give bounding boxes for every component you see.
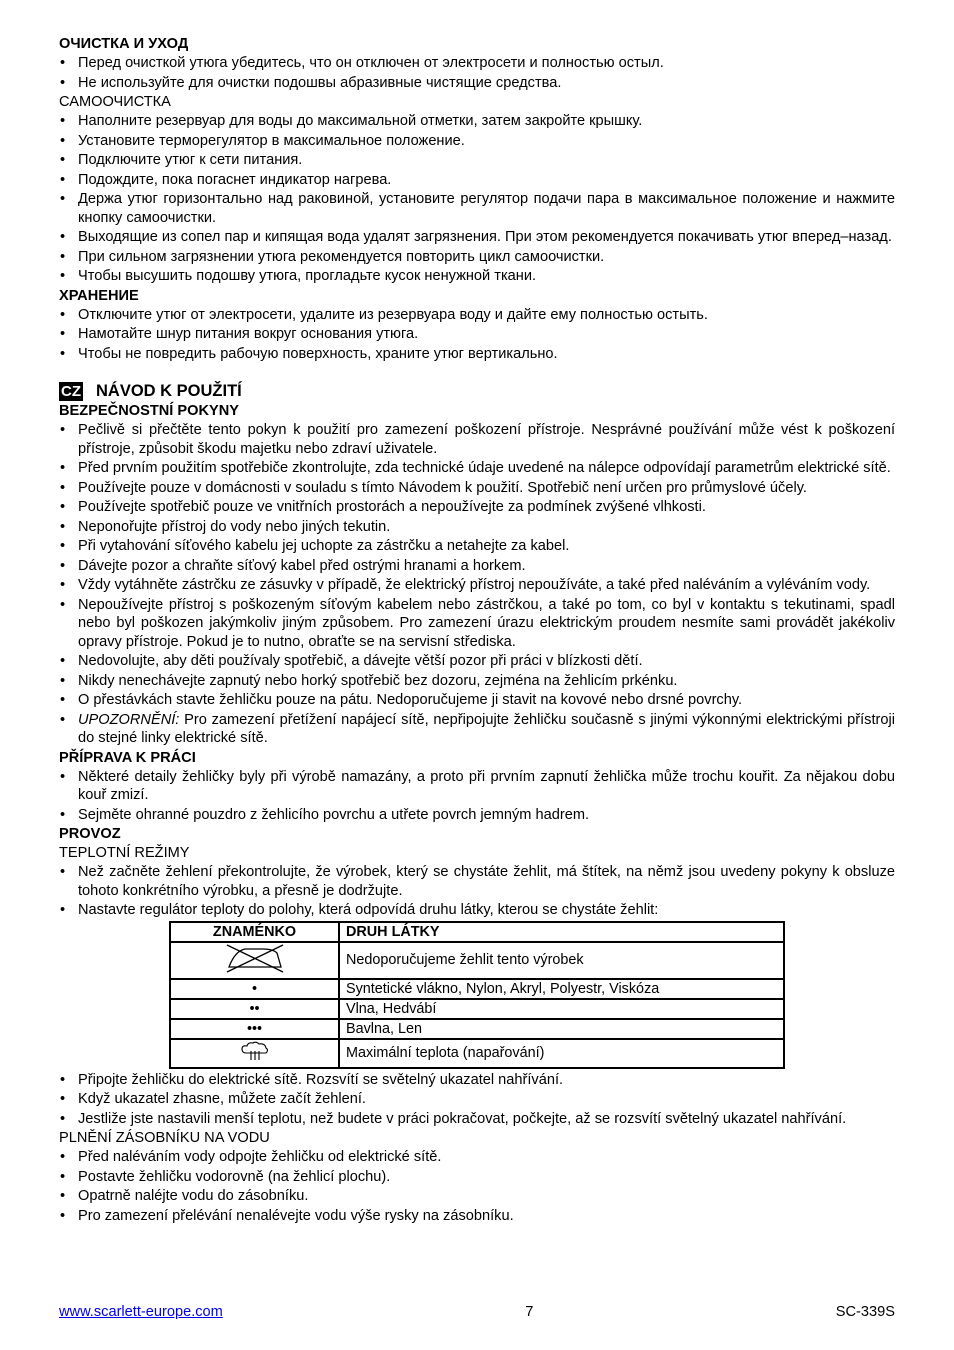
- table-cell-symbol: •: [170, 979, 339, 999]
- list-item: • Postavte žehličku vodorovně (na žehlicí plochu).: [59, 1168, 895, 1187]
- list-item: • Pečlivě si přečtěte tento pokyn k použití pro zamezení poškození přístroje. Nesprávné používání může vést k poškození přístroje, způsobit škodu majetku nebo zdraví uživatele.: [59, 421, 895, 458]
- cz-safety-heading: BEZPEČNOSTNÍ POKYNY: [59, 403, 240, 419]
- list-item: • Nepoužívejte přístroj s poškozeným síťovým kabelem nebo zástrčkou, a také po tom, co byl v kontaktu s tekutinami, spadl nebo byl poškozen jakýmkoliv jiným způsobem. Pro zamezení úrazu elektrickým proudem nesmíte sami provádět jakékoliv opravy přístroje. Pokud je to nutno, obraťte se na servisní střediska.: [59, 596, 895, 652]
- table-row: [170, 1039, 784, 1068]
- table-cell-fabric: Bavlna, Len: [339, 1019, 784, 1039]
- ru-cleaning-list: [59, 54, 895, 92]
- table-cell-symbol: [170, 1039, 339, 1068]
- cz-title-text: NÁVOD K POUŽITÍ: [96, 382, 242, 400]
- cz-language-badge: CZ: [61, 383, 81, 400]
- cz-temp-list: [59, 863, 895, 920]
- table-header-fabric: DRUH LÁTKY: [339, 922, 784, 942]
- table-row: [170, 942, 784, 979]
- list-item: • Наполните резервуар для воды до максимальной отметки, затем закройте крышку.: [59, 112, 895, 131]
- list-item: • Opatrně naléjte vodu do zásobníku.: [59, 1187, 895, 1206]
- cz-fill-list: [59, 1148, 895, 1225]
- list-item: • Не используйте для очистки подошвы абразивные чистящие средства.: [59, 74, 895, 93]
- list-item: • Dávejte pozor a chraňte síťový kabel před ostrými hranami a horkem.: [59, 557, 895, 576]
- cz-warning-list: [59, 711, 895, 748]
- list-item: • Vždy vytáhněte zástrčku ze zásuvky v případě, že elektrický přístroj nepoužíváte, a také před naléváním a vyléváním vody.: [59, 576, 895, 595]
- table-cell-fabric: Vlna, Hedvábí: [339, 999, 784, 1019]
- page-content: [59, 35, 895, 1226]
- table-row: [170, 979, 784, 999]
- ru-self-clean-heading: САМООЧИСТКА: [59, 94, 171, 110]
- table-row: [170, 999, 784, 1019]
- list-item: • Připojte žehličku do elektrické sítě. Rozsvítí se světelný ukazatel nahřívání.: [59, 1071, 895, 1090]
- list-item: • Nastavte regulátor teploty do polohy, která odpovídá druhu látky, kterou se chystáte žehlit:: [59, 901, 895, 920]
- cz-section-title: [59, 381, 895, 402]
- table-row: [170, 1019, 784, 1039]
- temperature-table: [169, 921, 785, 1069]
- list-item: • Neponořujte přístroj do vody nebo jiných tekutin.: [59, 518, 895, 537]
- cz-prep-list: [59, 768, 895, 825]
- list-item: • Установите терморегулятор в максимальное положение.: [59, 132, 895, 151]
- cz-safety-list: [59, 421, 895, 710]
- cz-warning-text: Pro zamezení přetížení napájecí sítě, nepřipojujte žehličku současně s jinými výkonnými elektrickými přístroji do stejné linky elektrické sítě.: [78, 711, 895, 746]
- ru-self-clean-list: [59, 112, 895, 286]
- table-cell-symbol: •••: [170, 1019, 339, 1039]
- model-number: SC-339S: [835, 1304, 895, 1320]
- list-item: • Держа утюг горизонтально над раковиной, установите регулятор подачи пара в максимальное положение и нажмите кнопку самоочистки.: [59, 190, 895, 227]
- list-item: • Намотайте шнур питания вокруг основания утюга.: [59, 325, 895, 344]
- table-cell-fabric: Syntetické vlákno, Nylon, Akryl, Polyestr, Viskóza: [339, 979, 784, 999]
- list-item: • При сильном загрязнении утюга рекомендуется повторить цикл самоочистки.: [59, 248, 895, 267]
- ru-storage-list: [59, 306, 895, 364]
- list-item: • Чтобы не повредить рабочую поверхность, храните утюг вертикально.: [59, 345, 895, 364]
- list-item: • Отключите утюг от электросети, удалите из резервуара воду и дайте ему полностью остыть.: [59, 306, 895, 325]
- cz-after-table-list: [59, 1071, 895, 1129]
- list-item: • Подождите, пока погаснет индикатор нагрева.: [59, 171, 895, 190]
- page-number: 7: [525, 1304, 534, 1320]
- list-item: • Než začněte žehlení překontrolujte, že výrobek, který se chystáte žehlit, má štítek, na němž jsou uvedeny pokyny k obsluze tohoto konkrétního výrobku, a přesně je dodržujte.: [59, 863, 895, 900]
- no-iron-icon: [223, 943, 287, 973]
- table-cell-symbol: ••: [170, 999, 339, 1019]
- list-item: • Перед очисткой утюга убедитесь, что он отключен от электросети и полностью остыл.: [59, 54, 895, 73]
- list-item: • Sejměte ohranné pouzdro z žehlicího povrchu a utřete povrch jemným hadrem.: [59, 806, 895, 825]
- table-header-symbol: ZNAMÉNKO: [170, 922, 339, 942]
- cz-prep-heading: PŘÍPRAVA K PRÁCI: [59, 749, 196, 766]
- cz-operation-heading: PROVOZ: [59, 826, 121, 842]
- table-cell-fabric: Nedoporučujeme žehlit tento výrobek: [339, 942, 784, 979]
- ru-cleaning-heading: ОЧИСТКА И УХОД: [59, 36, 189, 52]
- table-header-row: [170, 922, 784, 942]
- list-item: • Před naléváním vody odpojte žehličku od elektrické sítě.: [59, 1148, 895, 1167]
- cz-fill-heading: PLNĚNÍ ZÁSOBNÍKU NA VODU: [59, 1130, 270, 1146]
- steam-icon: [240, 1041, 270, 1061]
- list-item: • Při vytahování síťového kabelu jej uchopte za zástrčku a netahejte za kabel.: [59, 537, 895, 556]
- list-item: • Některé detaily žehličky byly při výrobě namazány, a proto při prvním zapnutí žehlička může trochu kouřit. Za nějakou dobu kouř zmizí.: [59, 768, 895, 805]
- list-item: • Nedovolujte, aby děti používaly spotřebič, a dávejte větší pozor při práci v blízkosti dětí.: [59, 652, 895, 671]
- list-item: • Чтобы высушить подошву утюга, прогладьте кусок ненужной ткани.: [59, 267, 895, 286]
- cz-temp-heading: TEPLOTNÍ REŽIMY: [59, 845, 190, 861]
- list-item: • Подключите утюг к сети питания.: [59, 151, 895, 170]
- website-link[interactable]: www.scarlett-europe.com: [59, 1304, 223, 1320]
- page-footer: [59, 1303, 895, 1322]
- list-item: • Používejte pouze v domácnosti v souladu s tímto Návodem k použití. Spotřebič není určen pro průmyslové účely.: [59, 479, 895, 498]
- list-item: • Выходящие из сопел пар и кипящая вода удалят загрязнения. При этом рекомендуется покачивать утюг вперед–назад.: [59, 228, 895, 247]
- cz-warning-item: [59, 711, 895, 748]
- list-item: • Pro zamezení přelévání nenalévejte vodu výše rysky na zásobníku.: [59, 1207, 895, 1226]
- list-item: • Používejte spotřebič pouze ve vnitřních prostorách a nepoužívejte za podmínek zvýšené vlhkosti.: [59, 498, 895, 517]
- list-item: • O přestávkách stavte žehličku pouze na pátu. Nedoporučujeme ji stavit na kovové nebo drsné povrchy.: [59, 691, 895, 710]
- cz-warning-label: UPOZORNĚNÍ:: [78, 711, 180, 728]
- table-cell-symbol: [170, 942, 339, 979]
- list-item: • Když ukazatel zhasne, můžete začít žehlení.: [59, 1090, 895, 1109]
- list-item: • Nikdy nenechávejte zapnutý nebo horký spotřebič bez dozoru, zejména na žehlicím prkénku.: [59, 672, 895, 691]
- list-item: • Jestliže jste nastavili menší teplotu, než budete v práci pokračovat, počkejte, až se rozsvítí světelný ukazatel nahřívání.: [59, 1110, 895, 1129]
- table-cell-fabric: Maximální teplota (napařování): [339, 1039, 784, 1068]
- ru-storage-heading: ХРАНЕНИЕ: [59, 287, 139, 304]
- list-item: • Před prvním použitím spotřebiče zkontrolujte, zda technické údaje uvedené na nálepce odpovídají parametrům elektrické sítě.: [59, 459, 895, 478]
